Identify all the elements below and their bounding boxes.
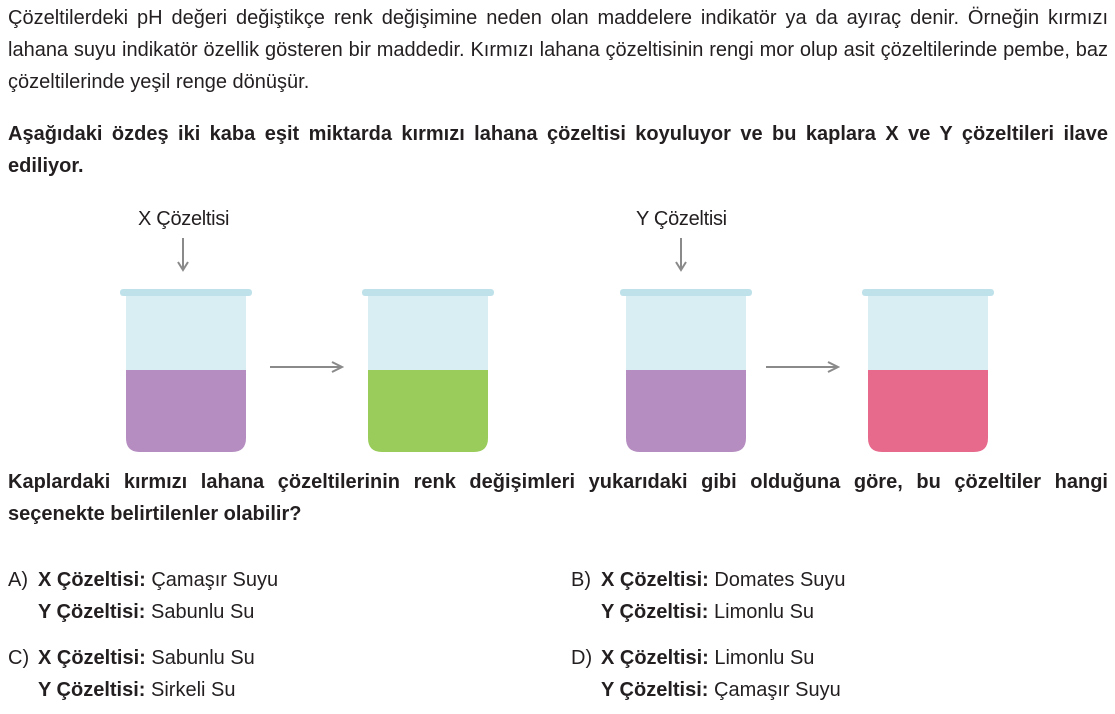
option-c[interactable] — [8, 642, 255, 706]
y-key: Y Çözeltisi: — [601, 601, 709, 623]
option-b[interactable] — [571, 564, 846, 628]
option-a-letter: A) — [8, 569, 28, 591]
y-down-arrow-icon — [674, 238, 688, 272]
y-key: Y Çözeltisi: — [38, 679, 146, 701]
option-b-letter: B) — [571, 569, 591, 591]
x-key: X Çözeltisi: — [601, 569, 709, 591]
intro-paragraph: Çözeltilerdeki pH değeri değiştikçe renk değişimine neden olan maddelere indikatör ya da ayıraç denir. Örneğin kırmızı lahana suyu indikatör özellik gösteren bir maddedir. Kırmızı lahana çözeltisinin rengi mor olup asit çözeltilerinde pembe, baz çözeltilerinde yeşil renge dönüşür. — [8, 7, 1108, 93]
option-d[interactable] — [571, 642, 841, 706]
option-c-letter: C) — [8, 647, 30, 669]
option-d-letter: D) — [571, 647, 593, 669]
arrow-right-icon-2 — [766, 360, 842, 374]
arrow-right-icon-1 — [270, 360, 346, 374]
option-b-y-value: Limonlu Su — [714, 601, 815, 623]
option-b-x-value: Domates Suyu — [714, 569, 846, 591]
beaker-3-purple — [620, 288, 752, 454]
beaker-1-purple — [120, 288, 252, 454]
beaker-2-green — [362, 288, 494, 454]
x-key: X Çözeltisi: — [38, 647, 146, 669]
option-a[interactable] — [8, 564, 278, 628]
question-text: Kaplardaki kırmızı lahana çözeltilerinin renk değişimleri yukarıdaki gibi olduğuna göre, bu çözeltiler hangi seçenekte belirtilenler olabilir? — [8, 471, 1108, 525]
option-c-y-value: Sirkeli Su — [151, 679, 236, 701]
y-key: Y Çözeltisi: — [601, 679, 709, 701]
option-c-x-value: Sabunlu Su — [151, 647, 255, 669]
question-setup: Aşağıdaki özdeş iki kaba eşit miktarda kırmızı lahana çözeltisi koyuluyor ve bu kaplara X ve Y çözeltileri ilave ediliyor. — [8, 123, 1108, 177]
x-key: X Çözeltisi: — [38, 569, 146, 591]
y-solution-label: Y Çözeltisi — [636, 208, 727, 230]
x-key: X Çözeltisi: — [601, 647, 709, 669]
option-a-x-value: Çamaşır Suyu — [151, 569, 279, 591]
option-d-x-value: Limonlu Su — [714, 647, 815, 669]
option-d-y-value: Çamaşır Suyu — [714, 679, 841, 701]
x-down-arrow-icon — [176, 238, 190, 272]
beaker-4-pink — [862, 288, 994, 454]
option-a-y-value: Sabunlu Su — [151, 601, 255, 623]
y-key: Y Çözeltisi: — [38, 601, 146, 623]
x-solution-label: X Çözeltisi — [138, 208, 230, 230]
